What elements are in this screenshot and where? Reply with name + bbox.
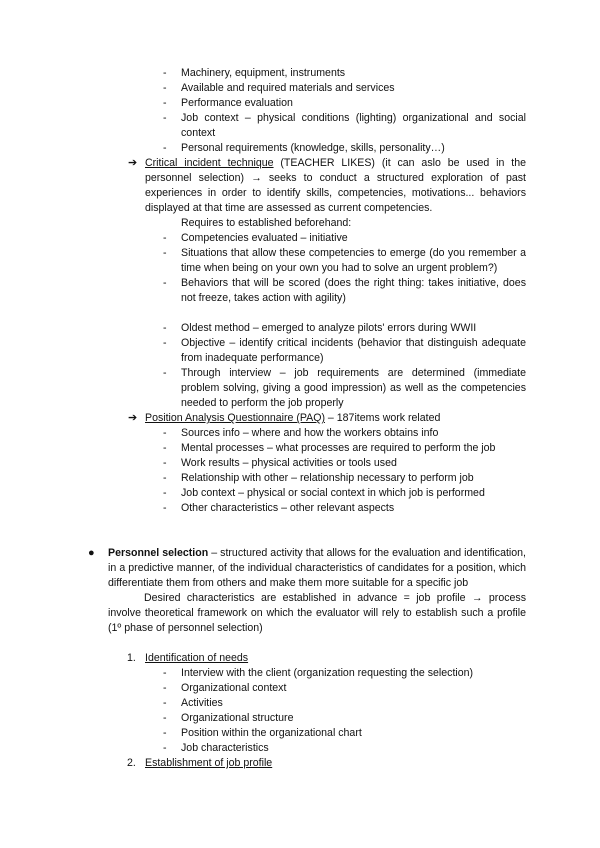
selection-paragraph <box>108 546 526 591</box>
list-item <box>0 66 600 81</box>
dash-marker: - <box>163 727 167 739</box>
list-item <box>0 336 600 366</box>
dash-marker: - <box>163 142 167 154</box>
list-item-text: Organizational context <box>181 682 287 694</box>
selection-section <box>0 546 600 591</box>
arrow-icon: ➔ <box>128 157 138 169</box>
list-item <box>0 681 600 696</box>
list-item <box>0 321 600 336</box>
paq-text: – 187items work related <box>324 412 441 424</box>
dash-marker: - <box>163 697 167 709</box>
list-item <box>0 246 600 276</box>
list-item <box>0 456 600 471</box>
cit-section <box>0 156 600 216</box>
dash-marker: - <box>163 742 167 754</box>
cit-text: (TEACHER LIKES) (it can aslo be used in the personnel selection) → seeks to conduct a structured exploration of past experiences in order to identify skills, competencies, motivations... behaviors displayed at that time are assessed as current competencies. <box>145 157 527 214</box>
dash-marker: - <box>163 682 167 694</box>
step-heading <box>0 756 600 771</box>
dash-marker: - <box>163 97 167 109</box>
list-item-text: Personal requirements (knowledge, skills, personality…) <box>181 142 445 154</box>
dash-marker: - <box>163 472 167 484</box>
list-item <box>0 111 600 141</box>
list-item <box>0 501 600 516</box>
dash-marker: - <box>163 232 167 244</box>
dash-marker: - <box>163 442 167 454</box>
list-item-text: Sources info – where and how the workers obtains info <box>181 427 439 439</box>
list-item-text: Machinery, equipment, instruments <box>181 67 346 79</box>
arrow-icon: ➔ <box>128 412 138 424</box>
selection-para: Desired characteristics are established in advance = job profile → process involve theoretical framework on which the evaluator will rely to establish such a profile (1º phase of personnel selection) <box>108 592 526 634</box>
step-title: Establishment of job profile <box>145 757 273 769</box>
selection-title: Personnel selection <box>108 547 209 559</box>
paq-section <box>0 411 600 426</box>
list-item-text: Available and required materials and services <box>181 82 395 94</box>
list-item-text: Relationship with other – relationship necessary to perform job <box>181 472 474 484</box>
list-item <box>0 696 600 711</box>
dash-marker: - <box>163 502 167 514</box>
dash-marker: - <box>163 667 167 679</box>
bullet-icon: ● <box>88 547 95 559</box>
list-item <box>0 366 600 411</box>
list-item-text: Behaviors that will be scored (does the right thing: takes initiative, does not freeze, takes action with agility) <box>181 277 526 304</box>
dash-marker: - <box>163 112 167 124</box>
list-item-text: Job context – physical or social context in which job is performed <box>181 487 485 499</box>
list-item <box>0 441 600 456</box>
list-item <box>0 711 600 726</box>
selection-text: – structured activity that allows for the evaluation and identification, in a predictive manner, of the individual characteristics of candidates for a position, which differentiate them from others and make them more suitable for a specific job <box>108 547 526 589</box>
list-item <box>0 726 600 741</box>
dash-marker: - <box>163 427 167 439</box>
list-item <box>0 741 600 756</box>
list-item <box>0 81 600 96</box>
list-item-text: Oldest method – emerged to analyze pilots' errors during WWII <box>181 322 477 334</box>
list-item-text: Through interview – job requirements are determined (immediate problem solving, giving a good impression) as well as the competencies needed to perform the job properly <box>181 367 526 409</box>
list-item-text: Position within the organizational chart <box>181 727 362 739</box>
paq-paragraph <box>145 411 526 426</box>
step-title: Identification of needs <box>145 652 249 664</box>
dash-marker: - <box>163 367 167 379</box>
list-item-text: Organizational structure <box>181 712 294 724</box>
dash-marker: - <box>163 712 167 724</box>
list-item <box>0 471 600 486</box>
list-item <box>0 666 600 681</box>
list-item-text: Competencies evaluated – initiative <box>181 232 348 244</box>
list-item-text: Other characteristics – other relevant aspects <box>181 502 395 514</box>
list-item-text: Work results – physical activities or tools used <box>181 457 397 469</box>
list-item-text: Mental processes – what processes are required to perform the job <box>181 442 496 454</box>
dash-marker: - <box>163 67 167 79</box>
list-item-text: Performance evaluation <box>181 97 293 109</box>
dash-marker: - <box>163 457 167 469</box>
list-item <box>0 96 600 111</box>
dash-marker: - <box>163 337 167 349</box>
paq-title: Position Analysis Questionnaire (PAQ) <box>145 412 325 424</box>
list-item-text: Activities <box>181 697 223 709</box>
list-item <box>0 231 600 246</box>
list-item-text: Job characteristics <box>181 742 269 754</box>
dash-marker: - <box>163 487 167 499</box>
dash-marker: - <box>163 247 167 259</box>
list-item-text: Job context – physical conditions (lighting) organizational and social context <box>181 112 526 139</box>
dash-marker: - <box>163 82 167 94</box>
list-item <box>0 141 600 156</box>
list-item <box>0 276 600 306</box>
list-item <box>0 426 600 441</box>
cit-requires: Requires to established beforehand: <box>181 217 352 229</box>
list-item-text: Objective – identify critical incidents (behavior that distinguish adequate from inadequate performance) <box>181 337 526 364</box>
dash-marker: - <box>163 322 167 334</box>
document-page <box>0 66 600 771</box>
cit-title: Critical incident technique <box>145 157 274 169</box>
list-item <box>0 486 600 501</box>
step-number: 1. <box>127 652 136 664</box>
cit-paragraph <box>145 156 526 216</box>
list-item-text: Situations that allow these competencies to emerge (do you remember a time when being on your own you had to solve an urgent problem?) <box>181 247 526 274</box>
step-heading <box>0 651 600 666</box>
dash-marker: - <box>163 277 167 289</box>
step-number: 2. <box>127 757 136 769</box>
list-item-text: Interview with the client (organization requesting the selection) <box>181 667 474 679</box>
